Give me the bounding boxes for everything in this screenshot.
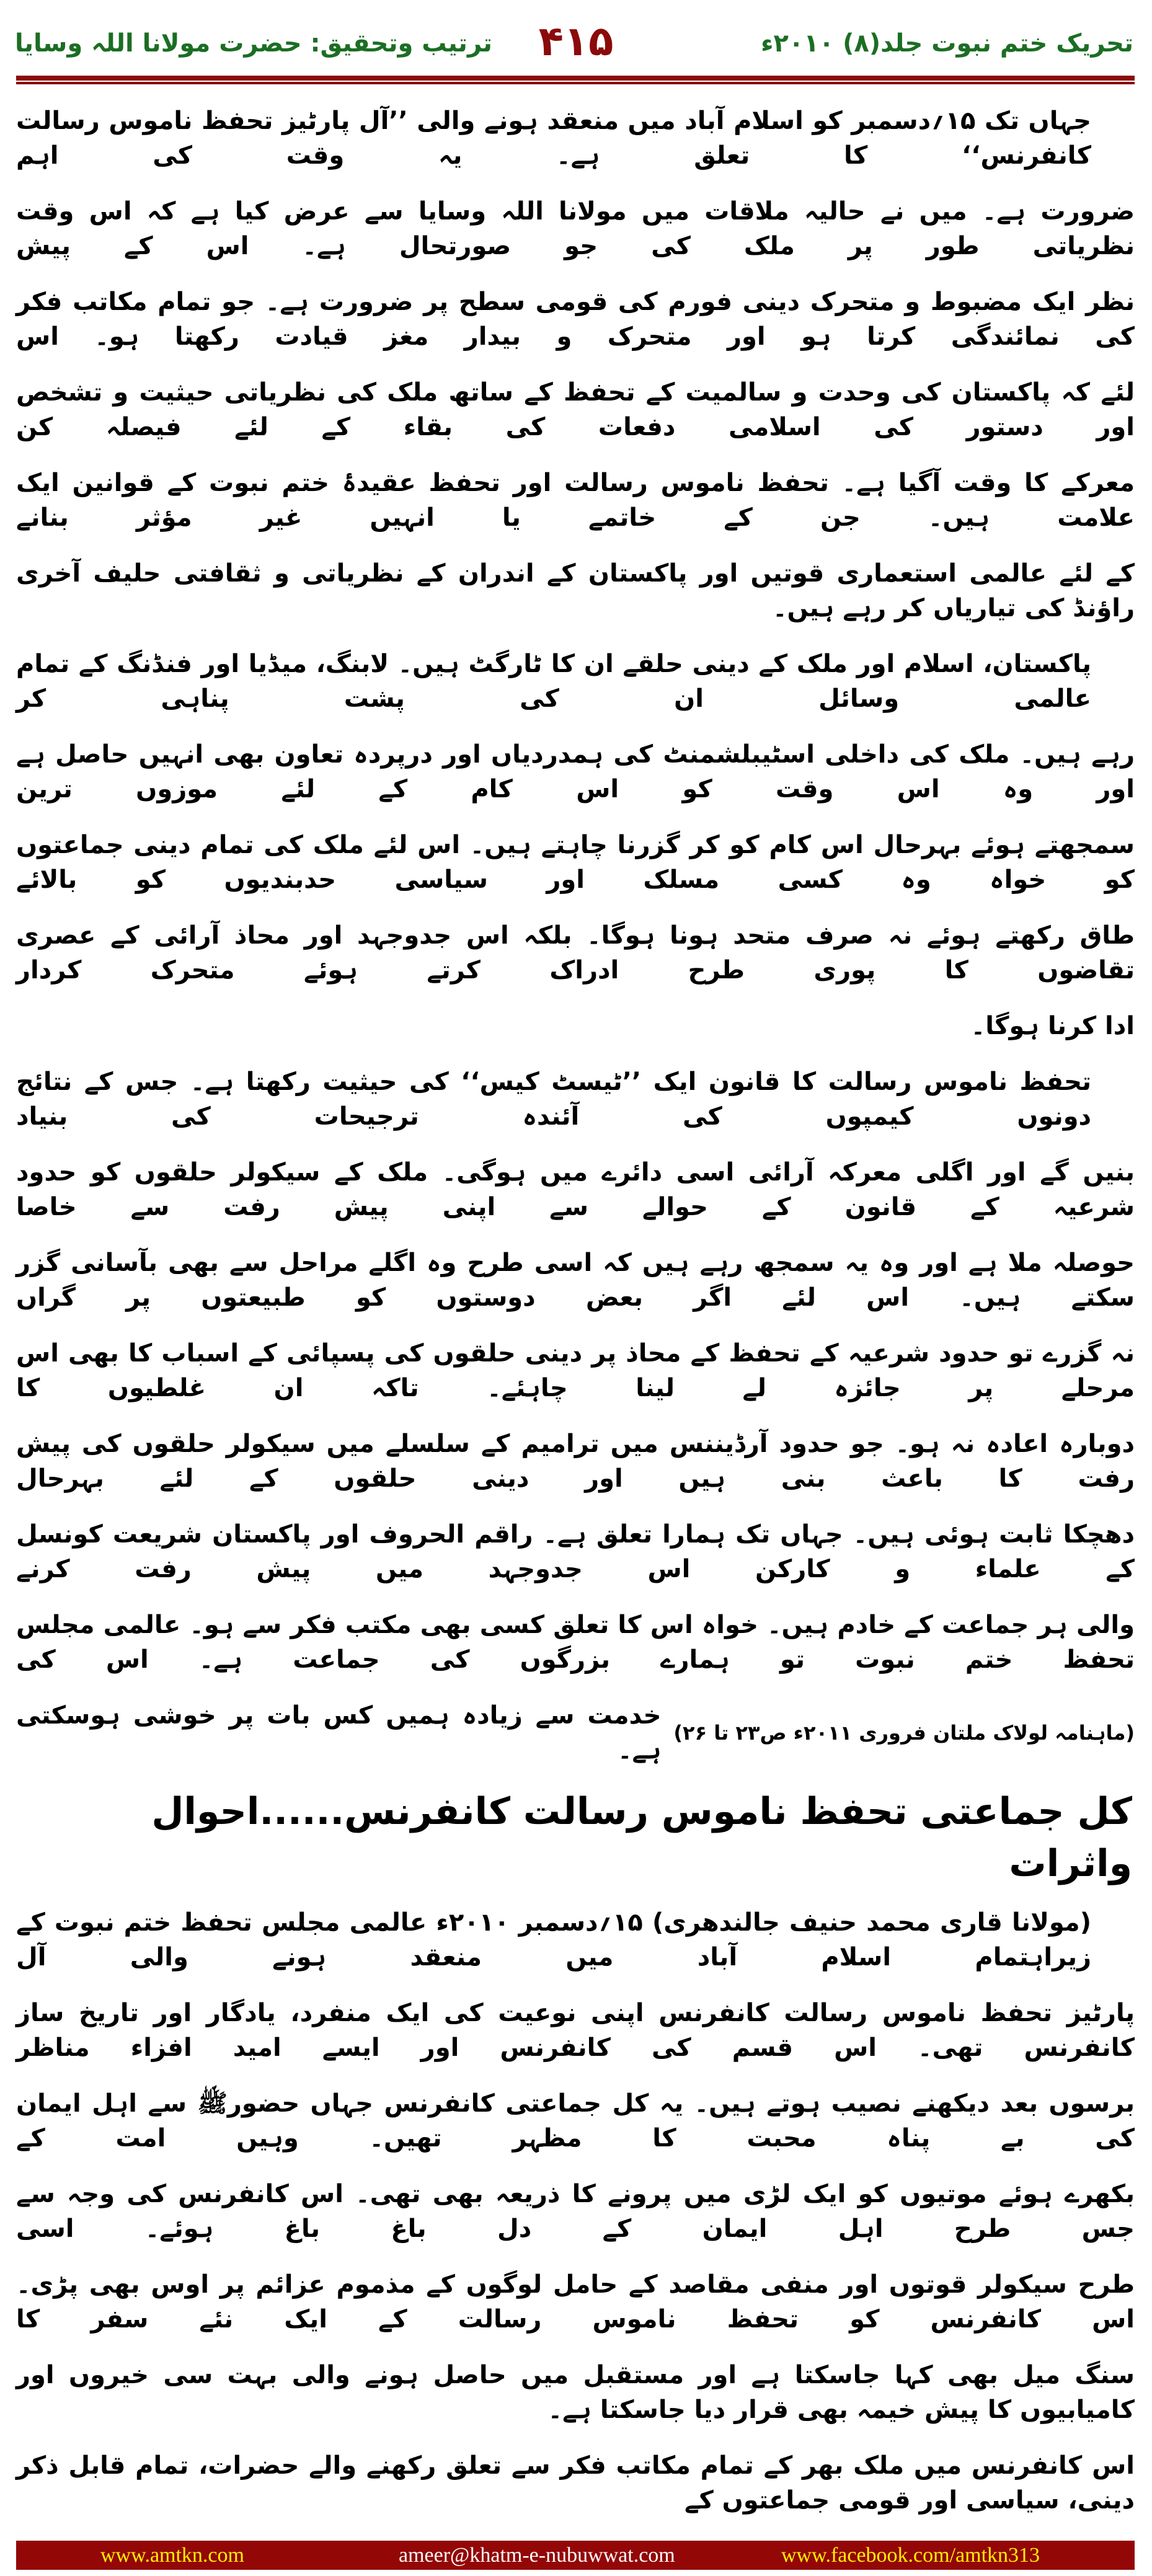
source-citation: (ماہنامہ لولاک ملتان فروری ۲۰۱۱ء ص۲۳ تا ۲۶) (673, 1721, 1135, 1745)
text-line: لئے کہ پاکستان کی وحدت و سالمیت کے تحفظ کے ساتھ ملک کی نظریاتی حیثیت و تشخص اور دستور کی اسلامی دفعات کی بقاء کے لئے فیصلہ کن (16, 378, 1135, 441)
closing-row (16, 1688, 1135, 1778)
compiler-credit: ترتیب وتحقیق: حضرت مولانا اللہ وسایا (15, 29, 492, 58)
text-line: نہ گزرے تو حدود شرعیہ کے تحفظ کے محاذ پر دینی حلقوں کی پسپائی کے اسباب کا بھی اس مرحلے پر جائزہ لے لینا چاہئے۔ تاکہ ان غلطیوں کا (16, 1339, 1135, 1402)
text-line: پارٹیز تحفظ ناموس رسالت کانفرنس اپنی نوعیت کی ایک منفرد، یادگار اور تاریخ ساز کانفرنس تھی۔ اس قسم کی کانفرنس اور ایسے امید افزاء مناظر (16, 1999, 1135, 2062)
text-line: ادا کرنا ہوگا۔ (970, 1012, 1135, 1040)
article-1 (16, 93, 1135, 1778)
article-heading: کل جماعتی تحفظ ناموس رسالت کانفرنس......احوال واثرات (151, 1790, 1132, 1885)
text-line: دوبارہ اعادہ نہ ہو۔ جو حدود آرڈیننس میں ترامیم کے سلسلے میں سیکولر حلقوں کی پیش رفت کا باعث بنی ہیں اور دینی حلقوں کے لئے بہرحال (16, 1430, 1135, 1493)
text-line: جہاں تک ۱۵؍دسمبر کو اسلام آباد میں منعقد ہونے والی ’’آل پارٹیز تحفظ ناموس رسالت کانفرنس‘‘ کا تعلق ہے۔ یہ وقت کی اہم (16, 107, 1091, 170)
text-line: پاکستان، اسلام اور ملک کے دینی حلقے ان کا ٹارگٹ ہیں۔ لابنگ، میڈیا اور فنڈنگ کے تمام عالمی وسائل ان کی پشت پناہی کر (16, 650, 1091, 713)
text-line: سمجھتے ہوئے بہرحال اس کام کو کر گزرنا چاہتے ہیں۔ اس لئے ملک کی تمام دینی جماعتوں کو خواہ وہ کسی مسلک اور سیاسی حدبندیوں کو بالائے (16, 831, 1135, 894)
text-line: والی ہر جماعت کے خادم ہیں۔ خواہ اس کا تعلق کسی بھی مکتب فکر سے ہو۔ عالمی مجلس تحفظ ختم نبوت تو ہمارے بزرگوں کی جماعت ہے۔ اس کی (16, 1611, 1135, 1674)
text-line: حوصلہ ملا ہے اور وہ یہ سمجھ رہے ہیں کہ اسی طرح وہ اگلے مراحل سے بھی بآسانی گزر سکتے ہیں۔ اس لئے اگر بعض دوستوں کو طبیعتوں پر گراں (16, 1249, 1135, 1312)
text-line: برسوں بعد دیکھنے نصیب ہوتے ہیں۔ یہ کل جماعتی کانفرنس جہاں حضورﷺ سے اہل ایمان کی بے پناہ محبت کا مظہر تھیں۔ وہیں امت کے (16, 2089, 1135, 2153)
header-rule-thick (16, 76, 1135, 81)
page-number: ۴۱۵ (538, 17, 614, 65)
body-column (16, 93, 1135, 2528)
facebook-link[interactable]: www.facebook.com/amtkn313 (781, 2544, 1040, 2567)
text-line: کے لئے عالمی استعماری قوتیں اور پاکستان کے اندران کے نظریاتی و ثقافتی حلیف آخری راؤنڈ کی تیاریاں کر رہے ہیں۔ (16, 559, 1135, 622)
text-line: رہے ہیں۔ ملک کی داخلی اسٹیبلشمنٹ کی ہمدردیاں اور درپردہ تعاون بھی انہیں حاصل ہے اور وہ اس وقت کو اس کام کے لئے موزوں ترین (16, 740, 1135, 803)
text-line: سنگ میل بھی کہا جاسکتا ہے اور مستقبل میں حاصل ہونے والی بہت سی خیروں اور کامیابیوں کا پیش خیمہ بھی قرار دیا جاسکتا ہے۔ (16, 2361, 1135, 2424)
book-title: تحریک ختم نبوت جلد(۸) ۲۰۱۰ء (761, 29, 1133, 58)
header-rule-thin (16, 82, 1135, 84)
website-link[interactable]: www.amtkn.com (100, 2544, 244, 2567)
text-line: (مولانا قاری محمد حنیف جالندھری) ۱۵؍دسمبر ۲۰۱۰ء عالمی مجلس تحفظ ختم نبوت کے زیراہتمام اسلام آباد میں منعقد ہونے والی آل (16, 1908, 1091, 1972)
article-2 (16, 1895, 1135, 2528)
text-line: ضرورت ہے۔ میں نے حالیہ ملاقات میں مولانا اللہ وسایا سے عرض کیا ہے کہ اس وقت نظریاتی طور پر ملک کی جو صورتحال ہے۔ اس کے پیش (16, 197, 1135, 260)
text-line: طاق رکھتے ہوئے نہ صرف متحد ہونا ہوگا۔ بلکہ اس جدوجہد اور محاذ آرائی کے عصری تقاضوں کا پوری طرح ادراک کرتے ہوئے متحرک کردار (16, 921, 1135, 985)
text-line: بنیں گے اور اگلی معرکہ آرائی اسی دائرے میں ہوگی۔ ملک کے سیکولر حلقوں کو حدود شرعیہ کے قانون کے حوالے سے اپنی پیش رفت سے خاصا (16, 1158, 1135, 1221)
text-line: بکھرے ہوئے موتیوں کو ایک لڑی میں پرونے کا ذریعہ بھی تھی۔ اس کانفرنس کی وجہ سے جس طرح اہل ایمان کے دل باغ باغ ہوئے۔ اسی (16, 2180, 1135, 2243)
email-link[interactable]: ameer@khatm-e-nubuwwat.com (399, 2544, 675, 2567)
footer-bar (16, 2541, 1135, 2570)
text-line: نظر ایک مضبوط و متحرک دینی فورم کی قومی سطح پر ضرورت ہے۔ جو تمام مکاتب فکر کی نمائندگی کرتا ہو اور متحرک و بیدار مغز قیادت رکھتا ہو۔ اس (16, 288, 1135, 351)
text-line: معرکے کا وقت آگیا ہے۔ تحفظ ناموس رسالت اور تحفظ عقیدۂ ختم نبوت کے قوانین ایک علامت ہیں۔ جن کے خاتمے یا انہیں غیر مؤثر بنانے (16, 469, 1135, 532)
text-line: طرح سیکولر قوتوں اور منفی مقاصد کے حامل لوگوں کے مذموم عزائم پر اوس بھی پڑی۔ اس کانفرنس کو تحفظ ناموس رسالت کے ایک نئے سفر کا (16, 2270, 1135, 2334)
text-line: خدمت سے زیادہ ہمیں کس بات پر خوشی ہوسکتی ہے۔ (16, 1701, 662, 1764)
text-line: تحفظ ناموس رسالت کا قانون ایک ’’ٹیسٹ کیس‘‘ کی حیثیت رکھتا ہے۔ جس کے نتائج دونوں کیمپوں کی آئندہ ترجیحات کی بنیاد (16, 1068, 1091, 1131)
text-line: اس کانفرنس میں ملک بھر کے تمام مکاتب فکر سے تعلق رکھنے والے حضرات، تمام قابل ذکر دینی، سیاسی اور قومی جماعتوں کے (16, 2451, 1135, 2515)
text-line: دھچکا ثابت ہوئی ہیں۔ جہاں تک ہمارا تعلق ہے۔ راقم الحروف اور پاکستان شریعت کونسل کے علماء و کارکن اس جدوجہد میں پیش رفت کرنے (16, 1520, 1135, 1583)
